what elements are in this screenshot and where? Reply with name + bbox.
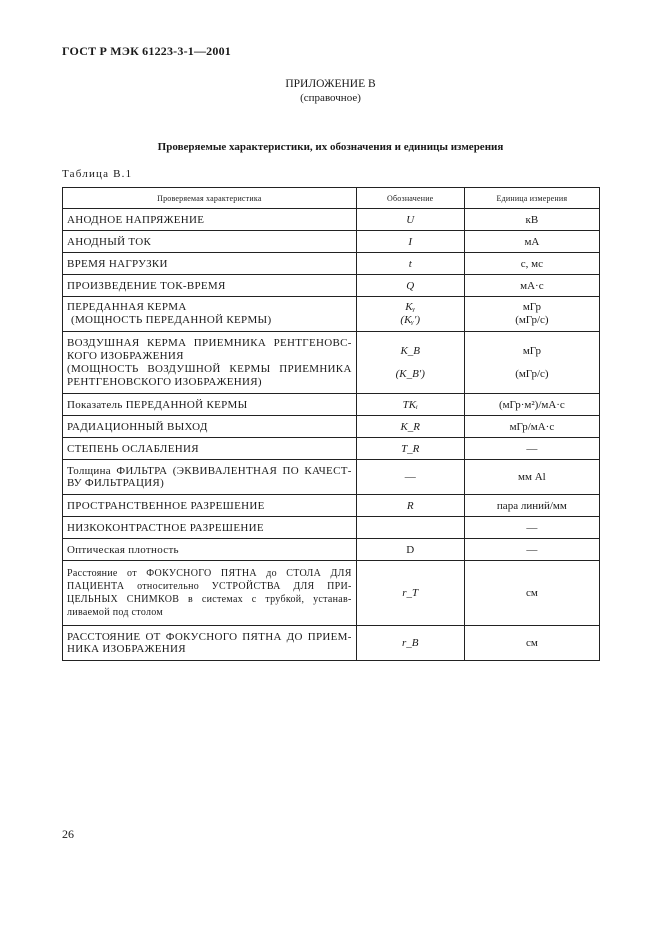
cell-symbol: r_B: [356, 626, 464, 661]
cell-characteristic: Расстояние от ФОКУСНОГО ПЯТНА до СТОЛА ДЛЯ ПАЦИЕНТА относительно УСТРОЙСТВА ДЛЯ ПРИ-ЦЕЛЬНЫХ СНИМКОВ в системах с трубкой, устанав-ливаемой под столом: [63, 561, 357, 626]
cell-unit: мА·с: [464, 275, 599, 297]
unit-line: (мГр/с): [515, 314, 549, 326]
header-characteristic: Проверяемая характеристика: [63, 188, 357, 209]
cell-unit: [464, 297, 599, 332]
cell-symbol: —: [356, 460, 464, 495]
appendix-subtitle: (справочное): [300, 92, 361, 104]
unit-line: мГр: [522, 344, 541, 357]
cell-unit: (мГр·м²)/мА·с: [464, 394, 599, 416]
cell-unit: мм Al: [464, 460, 599, 495]
cell-symbol: K_R: [356, 416, 464, 438]
characteristic-line: ПЕРЕДАННАЯ КЕРМА: [67, 301, 187, 313]
table-row: [63, 416, 600, 438]
cell-unit: [464, 332, 599, 394]
table-row: [63, 495, 600, 517]
symbol-line: Kᵧ: [405, 301, 416, 313]
header-symbol: Обозначение: [356, 188, 464, 209]
cell-symbol: TKᵢ: [356, 394, 464, 416]
characteristic-line: (МОЩНОСТЬ ВОЗДУШНОЙ КЕРМЫ ПРИЕМНИКА РЕНТГЕНОВСКОГО ИЗОБРАЖЕНИЯ): [67, 362, 352, 388]
cell-unit: —: [464, 438, 599, 460]
table-row: [63, 517, 600, 539]
symbol-line: (K_B′): [395, 367, 425, 380]
header-unit: Единица измерения: [464, 188, 599, 209]
table-row: [63, 231, 600, 253]
appendix-heading: [0, 77, 661, 105]
table-caption: Таблица В.1: [62, 168, 133, 180]
cell-symbol: I: [356, 231, 464, 253]
page-number: 26: [62, 827, 74, 841]
table-row: [63, 438, 600, 460]
cell-characteristic: Оптическая плотность: [63, 539, 357, 561]
cell-unit: пара линий/мм: [464, 495, 599, 517]
cell-symbol: R: [356, 495, 464, 517]
cell-unit: см: [464, 561, 599, 626]
cell-unit: мГр/мА·с: [464, 416, 599, 438]
cell-symbol: [356, 297, 464, 332]
table-row: [63, 394, 600, 416]
cell-unit: с, мс: [464, 253, 599, 275]
cell-symbol: [356, 517, 464, 539]
table-row: [63, 626, 600, 661]
cell-symbol: U: [356, 209, 464, 231]
table-row: [63, 275, 600, 297]
cell-symbol: [356, 332, 464, 394]
table-row: [63, 332, 600, 394]
cell-characteristic: АНОДНОЕ НАПРЯЖЕНИЕ: [63, 209, 357, 231]
cell-characteristic: Толщина ФИЛЬТРА (ЭКВИВАЛЕНТНАЯ ПО КАЧЕСТ-ВУ ФИЛЬТРАЦИЯ): [63, 460, 357, 495]
cell-characteristic: ВРЕМЯ НАГРУЗКИ: [63, 253, 357, 275]
appendix-title: ПРИЛОЖЕНИЕ В: [285, 78, 376, 90]
cell-symbol: D: [356, 539, 464, 561]
cell-unit: кВ: [464, 209, 599, 231]
cell-symbol: t: [356, 253, 464, 275]
symbol-line: K_B: [400, 344, 421, 357]
cell-symbol: Q: [356, 275, 464, 297]
section-title: Проверяемые характеристики, их обозначения и единицы измерения: [157, 141, 504, 153]
table-row: [63, 539, 600, 561]
unit-line: (мГр/с): [515, 367, 549, 380]
cell-unit: см: [464, 626, 599, 661]
cell-characteristic: [63, 332, 357, 394]
cell-symbol: T_R: [356, 438, 464, 460]
cell-unit: —: [464, 517, 599, 539]
characteristic-line: ВОЗДУШНАЯ КЕРМА ПРИЕМНИКА РЕНТГЕНОВС-КОГО ИЗОБРАЖЕНИЯ: [67, 336, 352, 362]
symbol-line: (Kᵧ′): [400, 314, 421, 326]
table-row: [63, 561, 600, 626]
characteristics-table: [62, 187, 600, 661]
table-row: [63, 297, 600, 332]
table-row: [63, 460, 600, 495]
cell-unit: —: [464, 539, 599, 561]
unit-line: мГр: [522, 301, 541, 313]
cell-characteristic: РАДИАЦИОННЫЙ ВЫХОД: [63, 416, 357, 438]
cell-characteristic: ПРОИЗВЕДЕНИЕ ТОК-ВРЕМЯ: [63, 275, 357, 297]
cell-symbol: r_T: [356, 561, 464, 626]
cell-characteristic: [63, 297, 357, 332]
table-row: [63, 209, 600, 231]
characteristic-line: (МОЩНОСТЬ ПЕРЕДАННОЙ КЕРМЫ): [71, 314, 272, 326]
cell-characteristic: НИЗКОКОНТРАСТНОЕ РАЗРЕШЕНИЕ: [63, 517, 357, 539]
table-header-row: [63, 188, 600, 209]
cell-characteristic: РАССТОЯНИЕ ОТ ФОКУСНОГО ПЯТНА ДО ПРИЕМ-НИКА ИЗОБРАЖЕНИЯ: [63, 626, 357, 661]
cell-unit: мА: [464, 231, 599, 253]
cell-characteristic: ПРОСТРАНСТВЕННОЕ РАЗРЕШЕНИЕ: [63, 495, 357, 517]
document-code: ГОСТ Р МЭК 61223-3-1—2001: [62, 44, 231, 58]
table-row: [63, 253, 600, 275]
cell-characteristic: АНОДНЫЙ ТОК: [63, 231, 357, 253]
cell-characteristic: Показатель ПЕРЕДАННОЙ КЕРМЫ: [63, 394, 357, 416]
cell-characteristic: СТЕПЕНЬ ОСЛАБЛЕНИЯ: [63, 438, 357, 460]
